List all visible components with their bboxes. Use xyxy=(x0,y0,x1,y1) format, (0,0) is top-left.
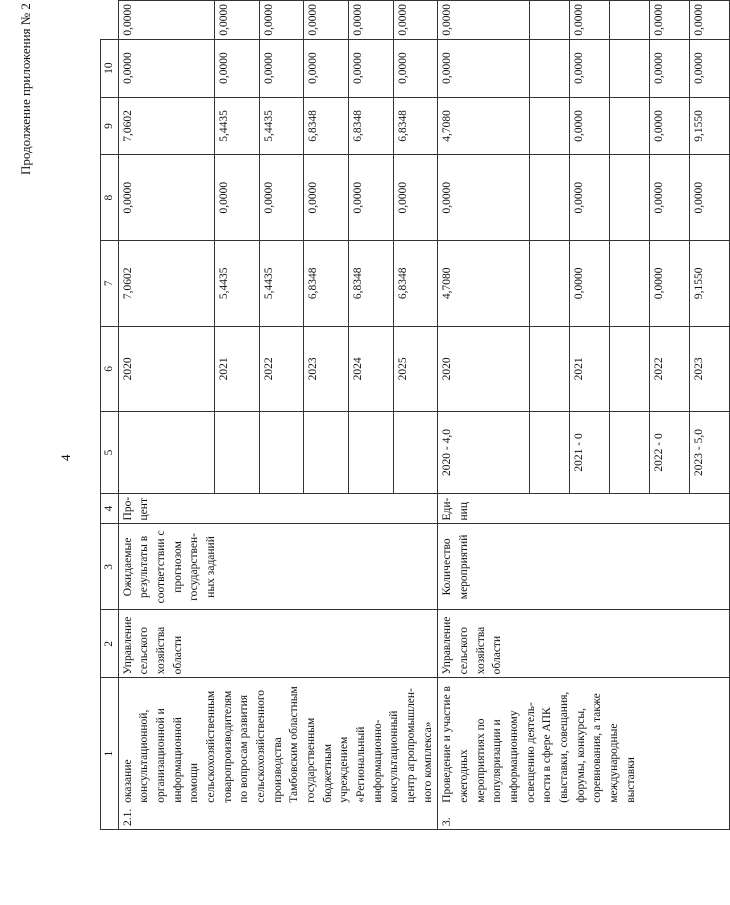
amount-total: 9,1550 xyxy=(690,240,730,326)
measure-name-text-line: центр агропромышлен- xyxy=(405,688,418,803)
measure-name-text-line: учреждением xyxy=(338,736,351,803)
col-head-3: 3 xyxy=(101,524,119,610)
amount-col8: 0,0000 xyxy=(650,97,690,155)
year: 2023 xyxy=(304,326,349,412)
measure-name-text-line: освещению деятель- xyxy=(524,702,537,803)
table-row xyxy=(438,1,530,830)
measure-name-text-line: помощи xyxy=(188,763,201,803)
amount-col8: 6,8348 xyxy=(348,97,393,155)
measure-name-text-line: ного комплекса» xyxy=(421,721,434,803)
amount-col10: 0,0000 xyxy=(348,1,393,40)
measure-name-text-line: товаропроизводителям xyxy=(221,690,234,803)
measure-name-text-line: сельскохозяйственным xyxy=(205,690,218,803)
indicator-value: 2023 - 5,0 xyxy=(690,412,730,494)
indicator-text-line: Ожидаемые xyxy=(121,537,134,597)
amount-col7: 0,0000 xyxy=(118,155,214,241)
amount-col8: 5,4435 xyxy=(214,97,259,155)
measure-name xyxy=(438,678,730,806)
col-head-9: 9 xyxy=(101,97,119,155)
amount-col9: 0,0000 xyxy=(259,39,304,97)
indicator-value xyxy=(259,412,304,494)
amount-col8 xyxy=(610,97,650,155)
measure-name-text-line: государственным xyxy=(305,717,318,803)
unit-text-line: цент xyxy=(138,498,151,521)
measure-name-text-line: «Региональный xyxy=(355,726,368,803)
executor xyxy=(438,610,730,678)
amount-col9: 0,0000 xyxy=(304,39,349,97)
amount-total xyxy=(610,240,650,326)
measure-name-text-line: информационно- xyxy=(371,719,384,803)
measure-name-text-line: ежегодных xyxy=(458,749,471,803)
indicator-text-line: результаты в xyxy=(138,535,151,598)
amount-col10: 0,0000 xyxy=(570,1,610,40)
amount-total: 0,0000 xyxy=(570,240,610,326)
indicator-value: 2020 - 4,0 xyxy=(438,412,530,494)
col-head-4: 4 xyxy=(101,493,119,524)
amount-col10: 0,0000 xyxy=(214,1,259,40)
amount-col9: 0,0000 xyxy=(570,39,610,97)
indicator-text-line: государствен- xyxy=(188,533,201,601)
indicator-text-line: соответствии с xyxy=(155,530,168,604)
amount-col9 xyxy=(530,39,570,97)
measure-name-text-line: выставки xyxy=(624,757,637,803)
year: 2022 xyxy=(650,326,690,412)
indicator-value xyxy=(214,412,259,494)
amount-col10: 0,0000 xyxy=(118,1,214,40)
measure-name-text-line: Тамбовским областным xyxy=(288,686,301,803)
measure-name xyxy=(118,678,438,806)
measure-name-text-line: популяризации и xyxy=(491,719,504,803)
measure-name-text xyxy=(439,681,639,802)
amount-col10 xyxy=(610,1,650,40)
indicator-value: 2021 - 0 xyxy=(570,412,610,494)
executor-text-line: области xyxy=(171,635,184,675)
amount-col10: 0,0000 xyxy=(393,1,438,40)
indicator-text xyxy=(439,527,472,606)
executor-text-line: хозяйства xyxy=(155,626,168,675)
amount-total: 6,8348 xyxy=(348,240,393,326)
col-head-2: 2 xyxy=(101,610,119,678)
year xyxy=(530,326,570,412)
executor-text xyxy=(120,613,187,674)
measure-name-text-line: информационной xyxy=(171,717,184,803)
amount-col9: 0,0000 xyxy=(118,39,214,97)
measure-name-text-line: (выставки, совещания, xyxy=(558,691,571,803)
indicator xyxy=(118,524,438,610)
amount-col7: 0,0000 xyxy=(304,155,349,241)
amount-col7: 0,0000 xyxy=(570,155,610,241)
amount-total: 5,4435 xyxy=(259,240,304,326)
amount-col8: 4,7080 xyxy=(438,97,530,155)
executor-text-line: Управление xyxy=(121,616,134,675)
amount-total: 7,0602 xyxy=(118,240,214,326)
indicator-value xyxy=(393,412,438,494)
table-body xyxy=(118,1,730,830)
measure-name-text-line: бюджетным xyxy=(321,743,334,803)
col-head-6: 6 xyxy=(101,326,119,412)
amount-col10: 0,0000 xyxy=(304,1,349,40)
indicator-value xyxy=(610,412,650,494)
executor-text-line: области xyxy=(491,635,504,675)
year: 2024 xyxy=(348,326,393,412)
indicator-value: 2022 - 0 xyxy=(650,412,690,494)
unit xyxy=(118,493,438,524)
amount-col7 xyxy=(610,155,650,241)
indicator-value xyxy=(304,412,349,494)
measure-name-text-line: производства xyxy=(271,737,284,803)
amount-col9: 0,0000 xyxy=(214,39,259,97)
program-table xyxy=(100,0,730,830)
amount-col10: 0,0000 xyxy=(650,1,690,40)
amount-col8: 9,1550 xyxy=(690,97,730,155)
amount-col9: 0,0000 xyxy=(690,39,730,97)
measure-name-text-line: консультационный xyxy=(388,710,401,803)
amount-col7: 0,0000 xyxy=(438,155,530,241)
col-head-10: 10 xyxy=(101,39,119,97)
amount-total: 6,8348 xyxy=(393,240,438,326)
amount-col7 xyxy=(530,155,570,241)
row-number: 3. xyxy=(438,806,730,830)
table-row xyxy=(118,1,214,830)
amount-total: 4,7080 xyxy=(438,240,530,326)
unit-text-line: ниц xyxy=(458,502,471,521)
executor xyxy=(118,610,438,678)
amount-col10: 0,0000 xyxy=(438,1,530,40)
amount-col8: 6,8348 xyxy=(304,97,349,155)
indicator-text-line: ных заданий xyxy=(205,536,218,598)
measure-name-text-line: по вопросам развития xyxy=(238,694,251,803)
indicator-text-line: прогнозом xyxy=(171,541,184,593)
indicator-value xyxy=(118,412,214,494)
amount-total: 5,4435 xyxy=(214,240,259,326)
amount-col10: 0,0000 xyxy=(690,1,730,40)
indicator-text xyxy=(120,527,220,606)
amount-col8: 7,0602 xyxy=(118,97,214,155)
amount-col7: 0,0000 xyxy=(214,155,259,241)
indicator-value xyxy=(348,412,393,494)
year: 2020 xyxy=(118,326,214,412)
year: 2021 xyxy=(570,326,610,412)
amount-col8 xyxy=(530,97,570,155)
measure-name-text-line: оказание xyxy=(121,759,134,803)
executor-text-line: хозяйства xyxy=(474,626,487,675)
measure-name-text-line: соревнования, а также xyxy=(591,693,604,803)
measure-name-text-line: информационному xyxy=(508,710,521,803)
amount-col10 xyxy=(530,1,570,40)
amount-col10: 0,0000 xyxy=(259,1,304,40)
amount-col7: 0,0000 xyxy=(650,155,690,241)
indicator-text-line: Количество xyxy=(441,538,454,596)
amount-col9: 0,0000 xyxy=(650,39,690,97)
measure-name-text-line: консультационной, xyxy=(138,709,151,803)
amount-col7: 0,0000 xyxy=(690,155,730,241)
measure-name-text-line: Проведение и участие в xyxy=(441,686,454,803)
indicator-value xyxy=(530,412,570,494)
measure-name-text-line: мероприятиях по xyxy=(474,718,487,803)
year xyxy=(610,326,650,412)
indicator xyxy=(438,524,730,610)
executor-text xyxy=(439,613,506,674)
measure-name-text-line: форумы, конкурсы, xyxy=(574,708,587,803)
year: 2025 xyxy=(393,326,438,412)
year: 2021 xyxy=(214,326,259,412)
amount-col9: 0,0000 xyxy=(438,39,530,97)
col-head-5: 5 xyxy=(101,412,119,494)
year: 2022 xyxy=(259,326,304,412)
unit-text xyxy=(120,497,153,521)
amount-col9: 0,0000 xyxy=(393,39,438,97)
executor-text-line: сельского xyxy=(458,626,471,675)
measure-name-text-line: сельскохозяйственного xyxy=(255,689,268,803)
measure-name-text-line: ности в сфере АПК xyxy=(541,707,554,803)
executor-text-line: Управление xyxy=(441,616,454,675)
amount-col8: 5,4435 xyxy=(259,97,304,155)
col-head-1: 1 xyxy=(101,678,119,830)
amount-total xyxy=(530,240,570,326)
year: 2023 xyxy=(690,326,730,412)
indicator-text-line: мероприятий xyxy=(458,534,471,600)
measure-name-text xyxy=(120,681,437,802)
amount-col8: 6,8348 xyxy=(393,97,438,155)
page-number: 4 xyxy=(58,454,73,461)
measure-name-text-line: организационной и xyxy=(155,708,168,803)
amount-col7: 0,0000 xyxy=(259,155,304,241)
row-number: 2.1. xyxy=(118,806,438,830)
column-numbers-row xyxy=(101,1,119,830)
continuation-header: Продолжение приложения № 2 xyxy=(18,3,33,175)
amount-col9: 0,0000 xyxy=(348,39,393,97)
unit xyxy=(438,493,730,524)
unit-text-line: Про- xyxy=(121,496,134,521)
col-head-7: 7 xyxy=(101,240,119,326)
amount-col9 xyxy=(610,39,650,97)
amount-total: 6,8348 xyxy=(304,240,349,326)
unit-text-line: Еди- xyxy=(441,497,454,521)
year: 2020 xyxy=(438,326,530,412)
amount-col8: 0,0000 xyxy=(570,97,610,155)
amount-col7: 0,0000 xyxy=(348,155,393,241)
measure-name-text-line: международные xyxy=(608,723,621,803)
executor-text-line: сельского xyxy=(138,626,151,675)
col-head-8: 8 xyxy=(101,155,119,241)
amount-total: 0,0000 xyxy=(650,240,690,326)
unit-text xyxy=(439,497,472,521)
amount-col7: 0,0000 xyxy=(393,155,438,241)
